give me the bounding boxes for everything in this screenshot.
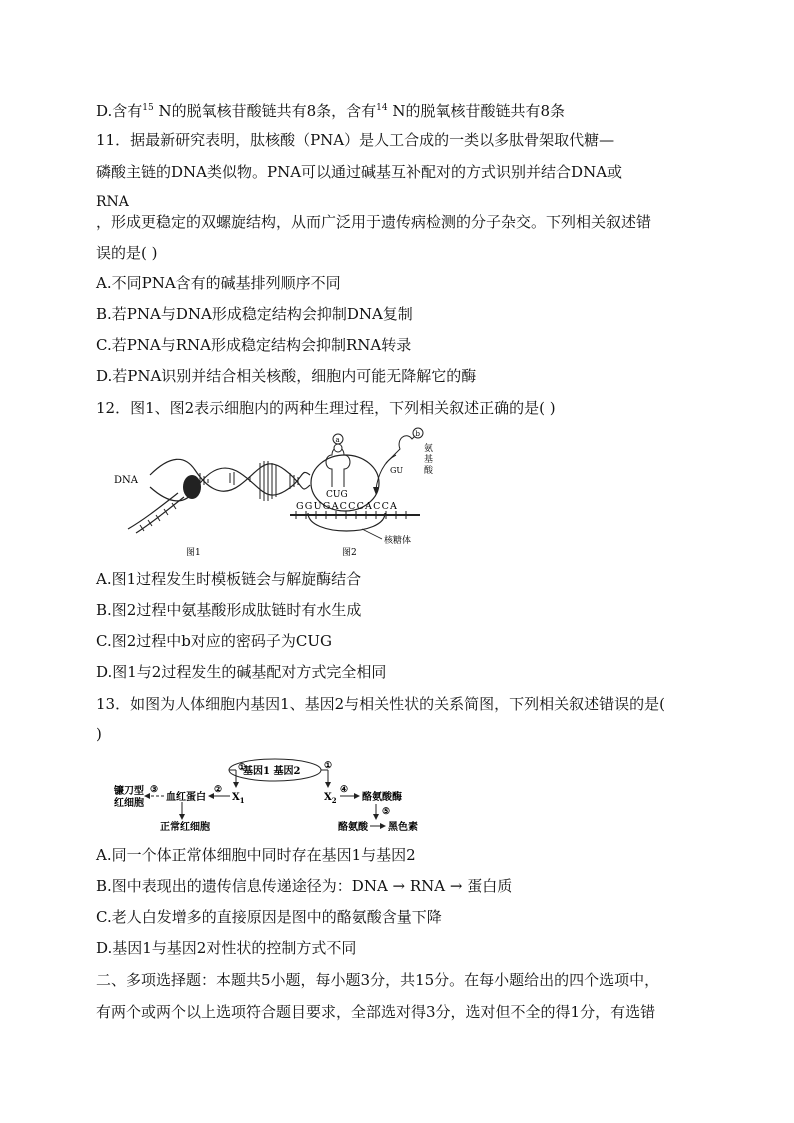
superscript-14: 14 (376, 103, 388, 113)
fig2-aa-label-1: 氨 (424, 444, 434, 454)
q11-option-d: D.若PNA识别并结合相关核酸，细胞内可能无降解它的酶 (96, 367, 477, 385)
fig1-base-pairs (140, 461, 298, 531)
tyrosine: 酪氨酸 (338, 822, 368, 833)
q11-stem-line3: RNA (96, 194, 129, 210)
q11-stem-line5: 误的是( ) (96, 244, 158, 262)
fig2-caption: 图2 (342, 548, 357, 558)
x1-text: X (232, 792, 240, 803)
q13-stem-line1: 13．如图为人体细胞内基因1、基因2与相关性状的关系简图，下列相关叙述错误的是( (96, 695, 666, 713)
fig2-aa-label-2: 基 (424, 455, 434, 465)
x1-sub: 1 (239, 796, 245, 805)
q10-option-d (96, 98, 565, 121)
step-5: ⑤ (382, 807, 391, 817)
fig2-circle-a-label: a (335, 436, 340, 444)
step-4: ④ (340, 785, 349, 795)
q11-option-c: C.若PNA与RNA形成稳定结构会抑制RNA转录 (96, 336, 412, 354)
fig1-dna-helix (128, 459, 310, 533)
step-1-left: ① (238, 763, 247, 773)
superscript-15: 15 (142, 103, 154, 113)
step-2-left: ② (214, 785, 223, 795)
q13-figure (110, 756, 440, 836)
q13-option-a: A.同一个体正常体细胞中同时存在基因1与基因2 (96, 846, 416, 864)
hemoglobin: 血红蛋白 (166, 792, 206, 803)
fig2-mrna-sequence: GGUGACCCACCA (296, 501, 399, 512)
fig2-circle-b-label: b (415, 430, 420, 438)
q10-option-d-mid2: N的脱氧核苷酸链共有8条 (387, 102, 566, 120)
fig2-ribosome-pointer (362, 529, 382, 539)
q11-stem-line1: 11．据最新研究表明，肽核酸（PNA）是人工合成的一类以多肽骨架取代糖— (96, 131, 615, 149)
x2-label (324, 792, 337, 805)
x1-label (232, 792, 245, 805)
fig2-anticodon: CUG (326, 490, 348, 500)
fig2-aa-label-3: 酸 (424, 466, 434, 476)
section2-line1: 二、多项选择题：本题共5小题，每小题3分，共15分。在每小题给出的四个选项中， (96, 971, 660, 989)
q12-option-c: C.图2过程中b对应的密码子为CUG (96, 632, 332, 650)
fig2-ribosome-label: 核糖体 (384, 536, 412, 546)
q13-option-b: B.图中表现出的遗传信息传递途径为：DNA → RNA → 蛋白质 (96, 877, 513, 895)
normal-rbc: 正常红细胞 (160, 822, 210, 833)
sickle-label-2: 红细胞 (114, 798, 144, 809)
step-3: ③ (150, 785, 159, 795)
step-1-right: ① (324, 761, 333, 771)
x2-sub: 2 (331, 796, 337, 805)
melanin: 黑色素 (388, 822, 418, 833)
q11-stem-line4: ，形成更稳定的双螺旋结构，从而广泛用于遗传病检测的分子杂交。下列相关叙述错 (96, 213, 652, 231)
fig1-enzyme (183, 475, 201, 499)
q13-option-c: C.老人白发增多的直接原因是图中的酪氨酸含量下降 (96, 908, 442, 926)
fig2-gu: GU (390, 466, 404, 475)
q12-option-d: D.图1与2过程发生的碱基配对方式完全相同 (96, 663, 387, 681)
genes-label: 基因1 基因2 (243, 766, 301, 777)
q10-option-d-pre: D.含有 (96, 102, 143, 120)
sickle-label-1: 镰刀型 (114, 786, 144, 797)
fig1-caption: 图1 (186, 548, 201, 558)
q13-stem-line2: ) (96, 725, 102, 743)
tyrosinase: 酪氨酸酶 (362, 792, 402, 803)
x2-text: X (324, 792, 332, 803)
fig2-bead (334, 444, 342, 452)
q11-option-b: B.若PNA与DNA形成稳定结构会抑制DNA复制 (96, 305, 413, 323)
q12-stem: 12．图1、图2表示细胞内的两种生理过程，下列相关叙述正确的是( ) (96, 399, 556, 417)
fig1-dna-label: DNA (114, 475, 138, 486)
q12-figure (100, 425, 434, 565)
q11-option-a: A.不同PNA含有的碱基排列顺序不同 (96, 274, 341, 292)
fig2-trna-in-ribosome (326, 448, 350, 488)
q13-option-d: D.基因1与基因2对性状的控制方式不同 (96, 939, 357, 957)
section2-line2: 有两个或两个以上选项符合题目要求，全部选对得3分，选对但不全的得1分，有选错 (96, 1003, 656, 1021)
q11-stem-line2: 磷酸主链的DNA类似物。PNA可以通过碱基互补配对的方式识别并结合DNA或 (96, 163, 623, 181)
q10-option-d-mid1: N的脱氧核苷酸链共有8条，含有 (153, 102, 377, 120)
q12-option-a: A.图1过程发生时模板链会与解旋酶结合 (96, 570, 362, 588)
q12-option-b: B.图2过程中氨基酸形成肽链时有水生成 (96, 601, 362, 619)
